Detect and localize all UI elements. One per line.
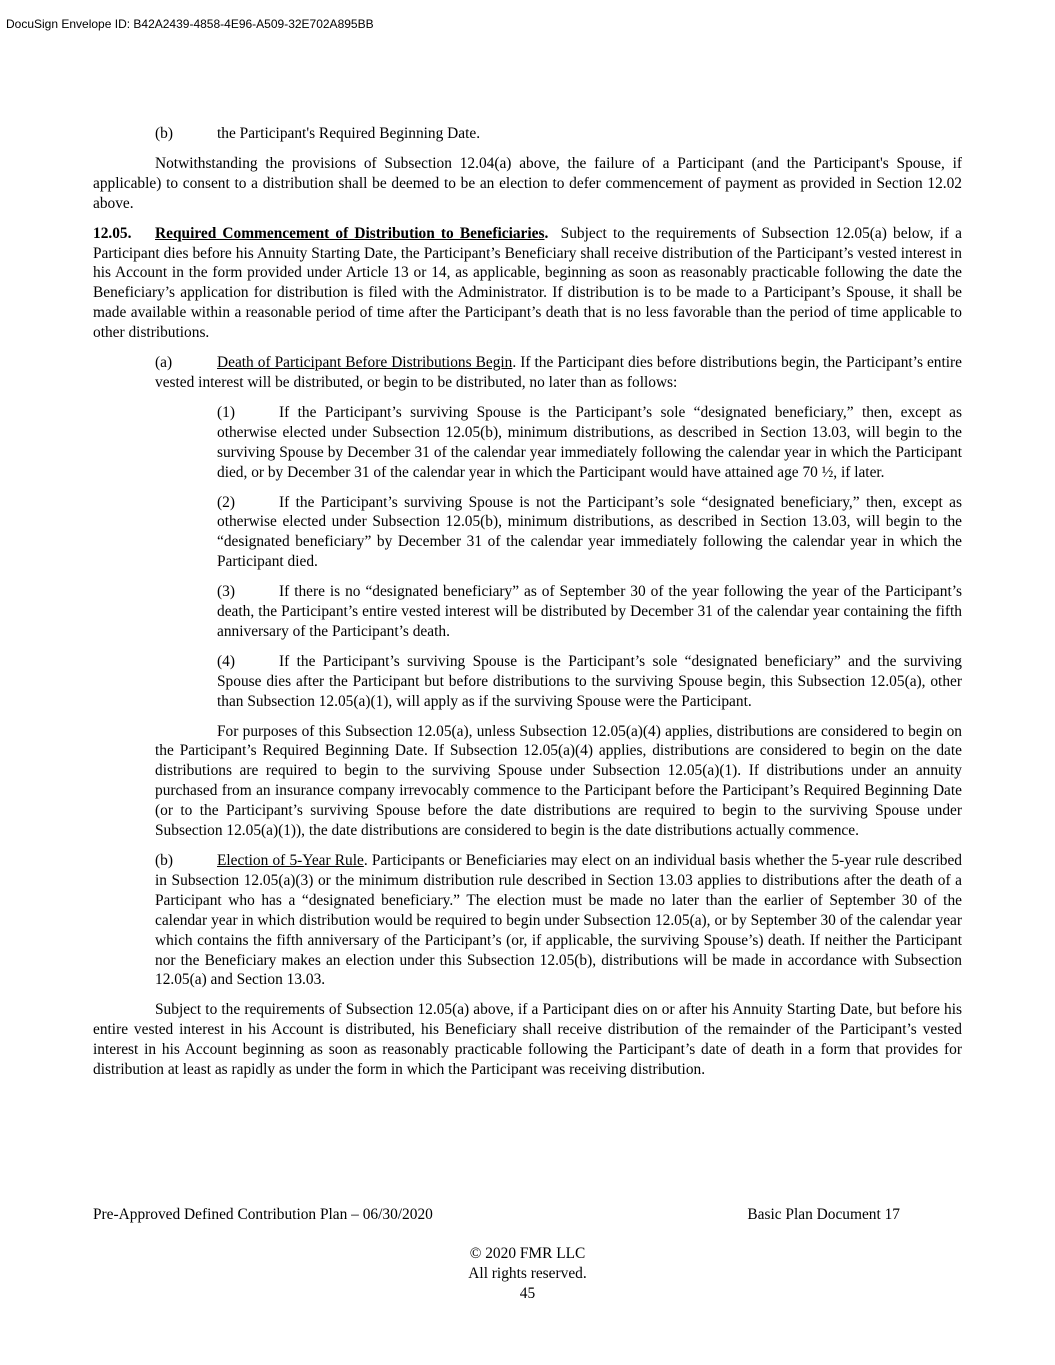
footer-copyright-block xyxy=(0,1244,1055,1304)
docusign-envelope-id: DocuSign Envelope ID: B42A2439-4858-4E96-A509-32E702A895BB xyxy=(6,17,374,31)
footer-plan-name: Pre-Approved Defined Contribution Plan – 06/30/2020 xyxy=(93,1206,433,1223)
section-title: Required Commencement of Distribution to Beneficiaries xyxy=(155,224,545,242)
item-label: (2) xyxy=(217,493,235,511)
section-12-05 xyxy=(93,224,962,343)
section-number: 12.05. xyxy=(93,224,132,242)
item-label: (b) xyxy=(155,125,173,142)
rights-reserved: All rights reserved. xyxy=(468,1265,587,1282)
subsection-a-item-4 xyxy=(217,652,962,712)
section-intro: Subject to the requirements of Subsection 12.05(a) below, if a Participant dies before his Annuity Starting Date, the Participant’s Beneficiary shall receive distribution of the Participant’s vested interest in his Account in the form provided under Article 13 or 14, as applicable, beginning as soon as reasonably practicable following the date the Beneficiary’s application for distribution is filed with the Administrator. If distribution is to be made to a Participant’s Spouse, it shall be made available within a reasonable period of time after the Participant’s death that is no less favorable than the period of time applicable to other distributions. xyxy=(93,224,962,342)
subsection-a-purposes: For purposes of this Subsection 12.05(a), unless Subsection 12.05(a)(4) applies, distributions are considered to begin on the Participant’s Required Beginning Date. If Subsection 12.05(a)(4) applies, distributions are considered to begin on the date distributions are required to begin to the surviving Spouse under Subsection 12.05(a)(1). If distributions under an annuity purchased from an insurance company irrevocably commence to the Participant before the Participant’s Required Beginning Date (or to the Participant’s surviving Spouse before the date distributions are required to begin to the surviving Spouse under Subsection 12.05(a)(1)), the date distributions are considered to begin is the date distributions actually commence. xyxy=(155,722,962,840)
copyright: © 2020 FMR LLC xyxy=(469,1245,586,1262)
subsection-b-heading: Election of 5-Year Rule xyxy=(217,852,364,869)
item-text: If the Participant’s surviving Spouse is the Participant’s sole “designated beneficiary” and the surviving Spouse dies after the Participant but before distributions to the surviving Spouse begin, this Subsection 12.05(a), other than Subsection 12.05(a)(1), will apply as if the surviving Spouse were the Participant. xyxy=(217,652,962,710)
subsection-a-heading: Death of Participant Before Distributions Begin xyxy=(217,354,513,372)
notwithstanding-paragraph: Notwithstanding the provisions of Subsection 12.04(a) above, the failure of a Participant (and the Participant's Spouse, if applicable) to consent to a distribution shall be deemed to be an election to defer commencement of payment as provided in Section 12.02 above. xyxy=(93,154,962,212)
item-label: (3) xyxy=(217,583,235,601)
subsection-a-item-2 xyxy=(217,493,962,573)
document-body xyxy=(93,124,962,1090)
item-text: If the Participant’s surviving Spouse is not the Participant’s sole “designated beneficiary,” then, except as otherwise elected under Subsection 12.05(b), minimum distributions, as described in Section 13.03, will begin to the “designated beneficiary” by December 31 of the calendar year immediately following the calendar year in which the Participant died. xyxy=(217,493,962,571)
subsection-a xyxy=(155,353,962,393)
subsection-b-label: (b) xyxy=(155,852,173,869)
subsection-a-label: (a) xyxy=(155,354,173,372)
section-title-punct: . xyxy=(544,224,549,242)
footer-document-page: Basic Plan Document 17 xyxy=(747,1206,900,1223)
item-label: (1) xyxy=(217,403,235,421)
subsection-b xyxy=(155,851,962,990)
subsection-a-item-1 xyxy=(217,403,962,483)
item-text: If the Participant’s surviving Spouse is the Participant’s sole “designated beneficiary,” then, except as otherwise elected under Subsection 12.05(b), minimum distributions, as described in Section 13.03, will begin to the surviving Spouse by December 31 of the calendar year immediately following the calendar year in which the Participant died, or by December 31 of the calendar year in which the Participant would have attained age 70 ½, if later. xyxy=(217,403,962,481)
item-label: (4) xyxy=(217,652,235,670)
subsection-a-text: . If the Participant dies before distributions begin, the Participant’s entire vested interest will be distributed, or begin to be distributed, no later than as follows: xyxy=(155,354,962,391)
subsection-a-item-3 xyxy=(217,582,962,642)
item-b-required-beginning-date xyxy=(155,124,962,144)
item-text: If there is no “designated beneficiary” as of September 30 of the year following the year of the Participant’s death, the Participant’s entire vested interest will be distributed by December 31 of the calendar year containing the fifth anniversary of the Participant’s death. xyxy=(217,583,962,640)
closing-paragraph: Subject to the requirements of Subsection 12.05(a) above, if a Participant dies on or after his Annuity Starting Date, but before his entire vested interest in his Account is distributed, his Beneficiary shall receive distribution of the remainder of the Participant’s vested interest in his Account beginning as soon as reasonably practicable following the Participant’s date of death in a form that provides for distribution at least as rapidly as under the form in which the Participant was receiving distribution. xyxy=(93,1001,962,1079)
page-number: 45 xyxy=(519,1285,536,1302)
item-text: the Participant's Required Beginning Date. xyxy=(217,125,481,142)
subsection-b-text: . Participants or Beneficiaries may elect on an individual basis whether the 5-year rule described in Subsection 12.05(a)(3) or the minimum distribution rule described in Section 13.03 applies to distributions after the death of a Participant who has a “designated beneficiary.” The election must be made no later than the earlier of September 30 of the calendar year in which distribution would be required to begin under Subsection 12.05(a), or by September 30 of the calendar year which contains the fifth anniversary of the Participant’s (or, if applicable, the surviving Spouse’s) death. If neither the Participant nor the Beneficiary makes an election under this Subsection 12.05(b), distributions will be made in accordance with Subsection 12.05(a) and Section 13.03. xyxy=(155,852,962,989)
